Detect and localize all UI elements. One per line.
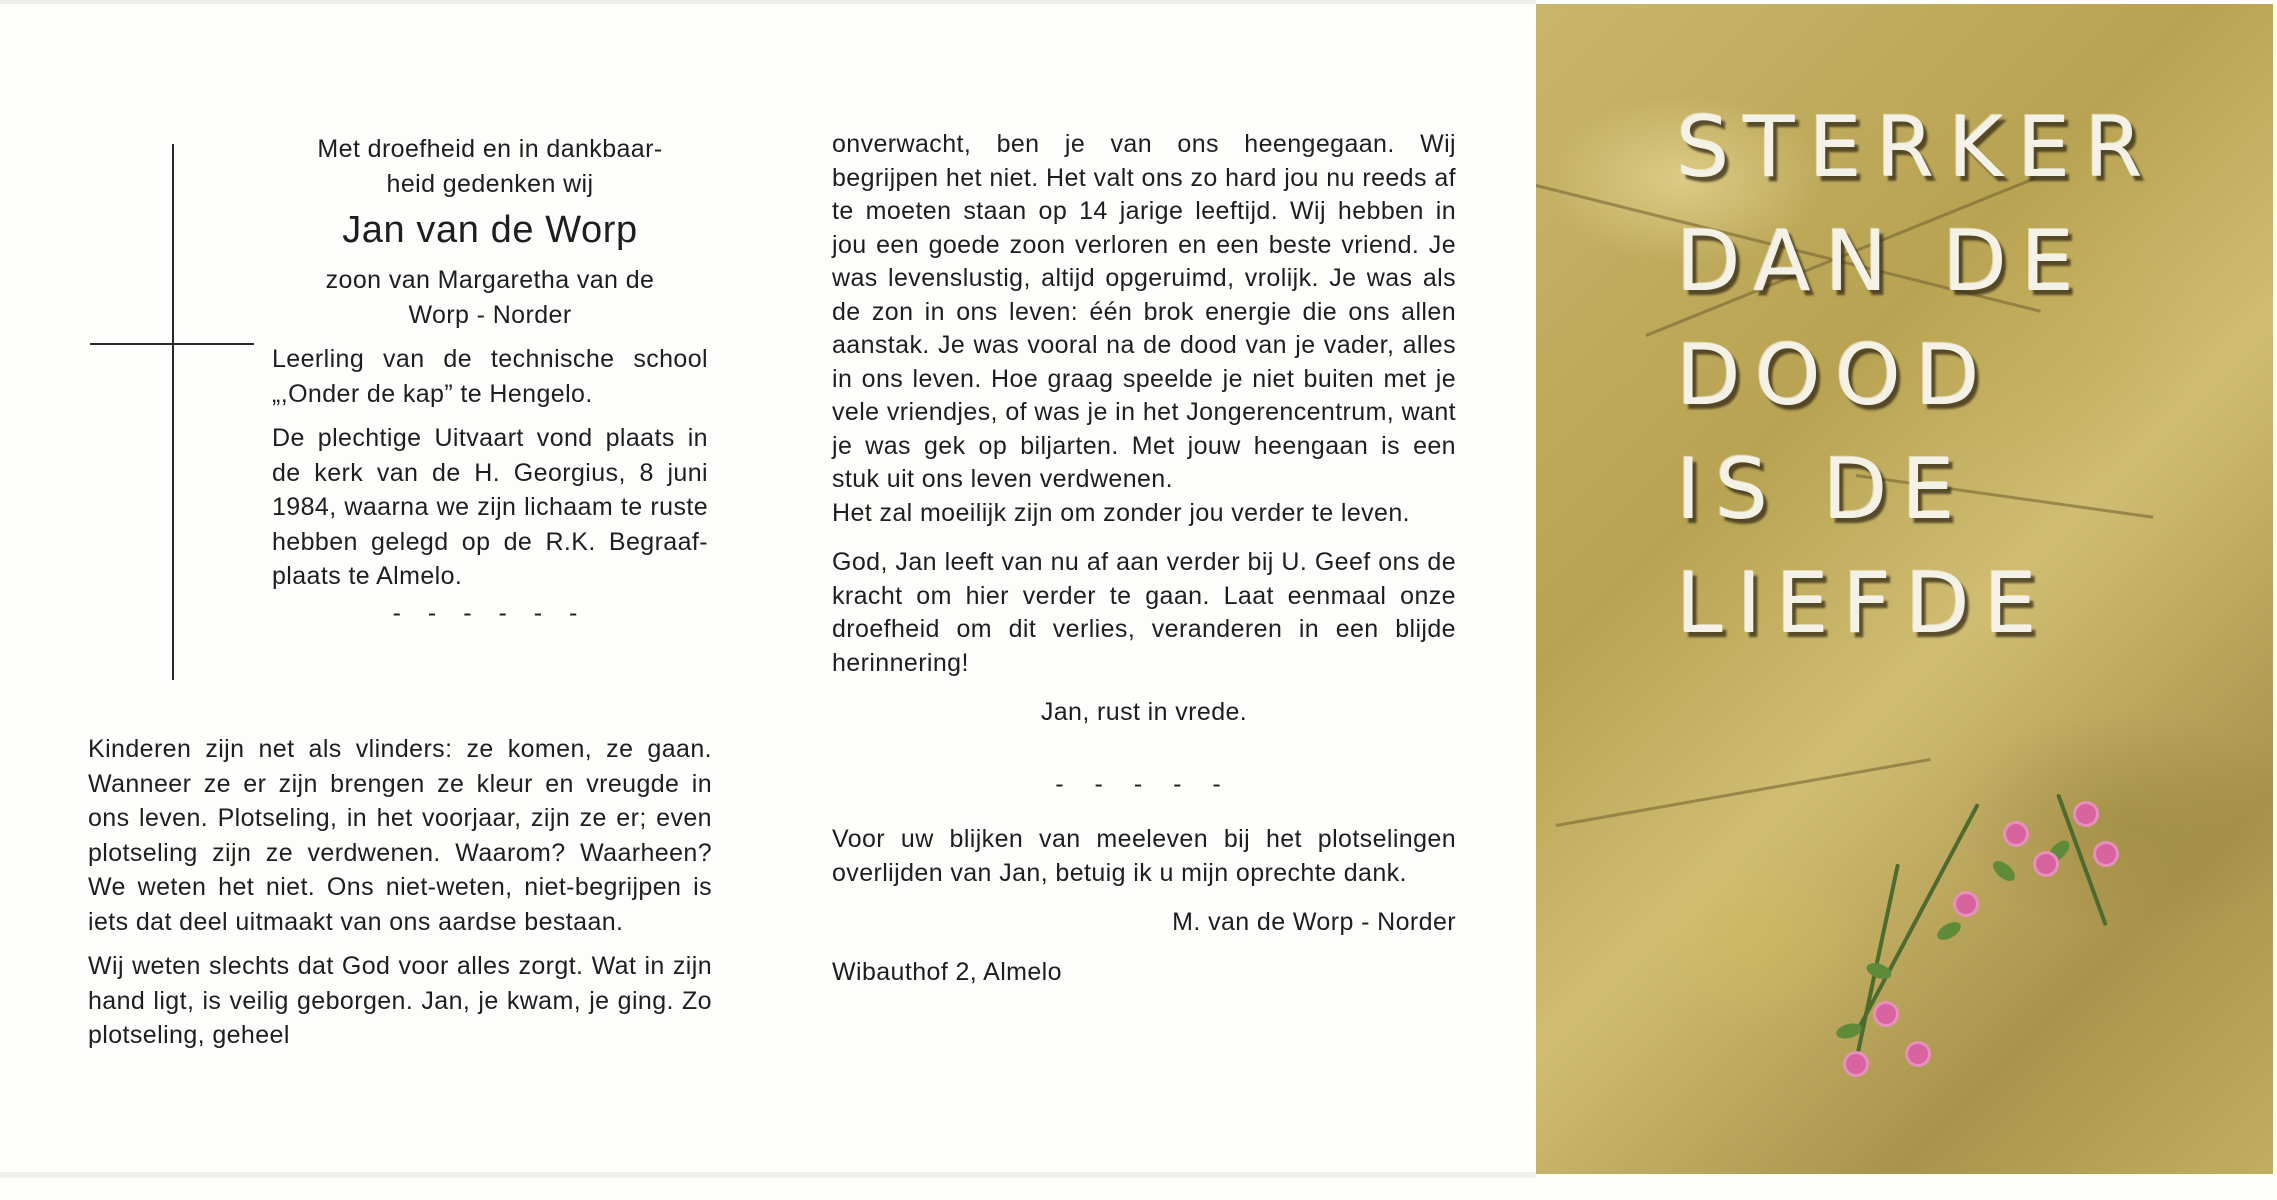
continuation-paragraph: onverwacht, ben je van ons heengegaan. Wij begrijpen het niet. Het valt ons zo hard jou nu reeds af te moeten staan op 14 jarige leeftijd. Wij hebben in jou een goede zoon verloren en een beste vriend. Je was levenslustig, altijd opgeruimd, vrolijk. Je was als de zon in ons leven: één brok energie die ons allen aanstak. Je was vooral na de dood van je vader, alles in ons leven. Hoe graag speelde je niet buiten met je vele vriendjes, of was je in het Jongerencentrum, want je was gek op biljarten. Met jouw heengaan is een stuk uit ons leven verdwenen. [832,130,1456,493]
parents-line-2: Worp - Norder [408,300,572,329]
inscription-line-4: IS DE [1676,440,1969,538]
inscription-line-5: LIEFDE [1676,554,2051,652]
memorial-inscription [1676,90,2236,660]
cross-vertical-line [172,144,174,680]
middle-column [832,128,1456,989]
inscription-line-1: STERKER [1676,98,2157,196]
hard-to-live-paragraph: Het zal moeilijk zijn om zonder jou verder te leven. [832,498,1410,527]
poem-paragraph: Kinderen zijn net als vlinders: ze komen, ze gaan. Wanneer ze er zijn brengen ze kleur en vreugde in ons leven. Plotseling, in het voorjaar, zijn ze er; even plotseling zijn ze verdwenen. Waarom? Waarheen? We weten het niet. Ons niet-weten, niet-begrijpen is iets dat deel uitmaakt van ons aardse bestaan. [88,735,712,936]
inscription-line-3: DOOD [1676,326,1994,424]
intro-line-2: heid gedenken wij [386,169,594,198]
address: Wibauthof 2, Almelo [832,957,1062,986]
thanks-paragraph: Voor uw blijken van meeleven bij het plotselingen overlijden van Jan, betuig ik u mijn oprechte dank. [832,825,1456,887]
intro-line-1: Met droefheid en in dankbaar- [317,135,663,163]
school-paragraph: Leerling van de technische school „,Onder de kap” te Hengelo. [272,345,708,408]
left-column-top [272,132,708,630]
card-bottom-edge [0,1172,1536,1178]
section-divider: - - - - - - [392,598,588,627]
rest-in-peace: Jan, rust in vrede. [1040,698,1248,726]
thanks-divider: - - - - - [1055,769,1233,798]
cross-horizontal-line [90,343,254,345]
parents-line-1: zoon van Margaretha van de [325,266,655,294]
inscription-line-2: DAN DE [1676,212,2088,310]
card-top-edge [0,0,1536,4]
stone-crack [1556,758,1931,827]
funeral-paragraph: De plechtige Uitvaart vond plaats in de kerk van de H. Georgius, 8 juni 1984, waarna we zijn lichaam te ruste hebben gelegd op de R.K. Begraaf-plaats te Almelo. [272,424,708,590]
prayer-paragraph: God, Jan leeft van nu af aan verder bij U. Geef ons de kracht om hier verder te gaan. Laat eenmaal onze droefheid om dit verlies, veranderen in een blijde herinnering! [832,548,1456,677]
stone-wall-photo [1536,4,2273,1174]
left-column-bottom [88,732,712,1053]
signature: M. van de Worp - Norder [1172,908,1456,936]
deceased-name: Jan van de Worp [342,209,638,251]
faith-paragraph: Wij weten slechts dat God voor alles zorgt. Wat in zijn hand ligt, is veilig geborgen. Jan, je kwam, je ging. Zo plotseling, geheel [88,952,712,1049]
